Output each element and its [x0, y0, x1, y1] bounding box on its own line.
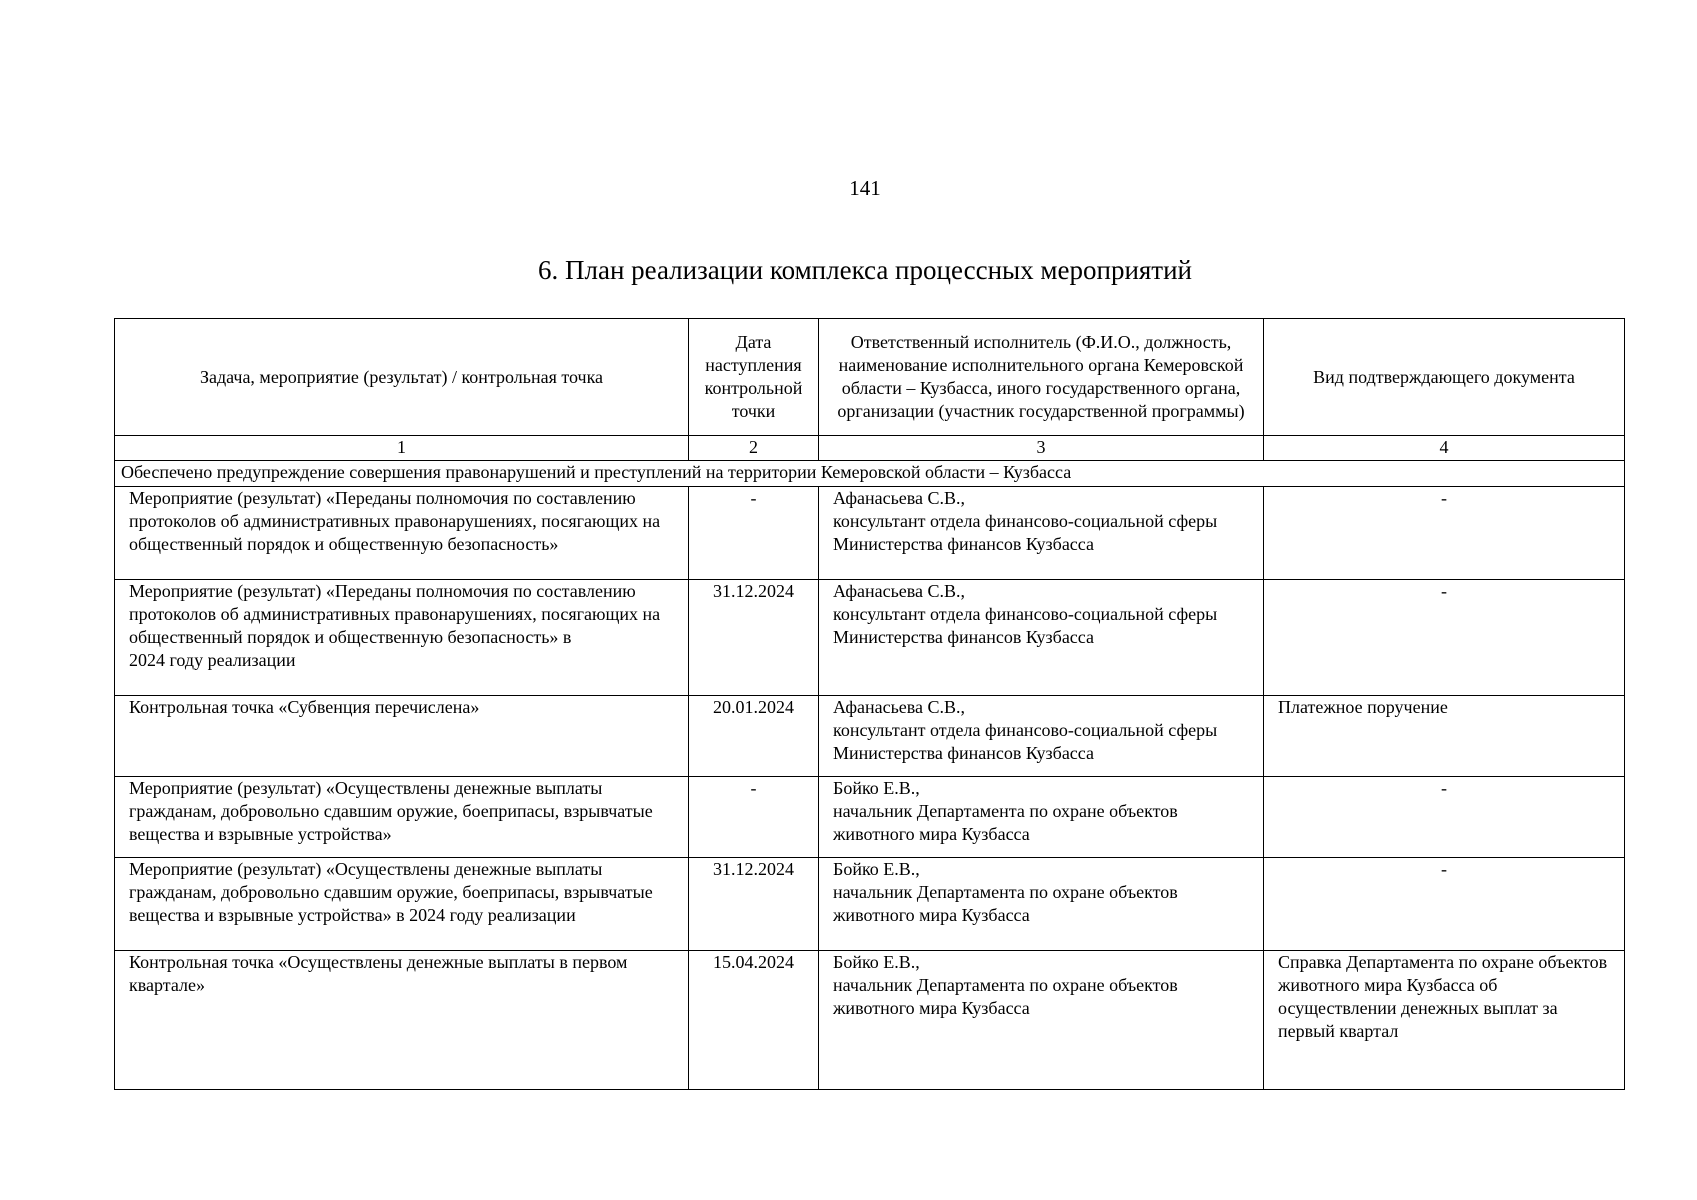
table-row [115, 858, 1625, 951]
header-task: Задача, мероприятие (результат) / контрольная точка [115, 319, 689, 436]
task-cell: Мероприятие (результат) «Осуществлены денежные выплаты гражданам, добровольно сдавшим оружие, боеприпасы, взрывчатые вещества и взрывные устройства» [115, 777, 689, 858]
page-title: 6. План реализации комплекса процессных мероприятий [537, 255, 1193, 285]
document-cell: - [1264, 777, 1625, 858]
page-number: 141 [849, 176, 881, 200]
task-cell: Мероприятие (результат) «Осуществлены денежные выплаты гражданам, добровольно сдавшим оружие, боеприпасы, взрывчатые вещества и взрывные устройства» в 2024 году реализации [115, 858, 689, 951]
table-header-row [115, 319, 1625, 436]
plan-table [114, 318, 1625, 1090]
column-number: 1 [115, 436, 689, 461]
header-responsible: Ответственный исполнитель (Ф.И.О., должность, наименование исполнительного органа Кемеровской области – Кузбасса, иного государственного органа, организации (участник государственной программы) [819, 319, 1264, 436]
task-cell: Мероприятие (результат) «Переданы полномочия по составлению протоколов об административных правонарушениях, посягающих на общественный порядок и общественную безопасность» [115, 487, 689, 580]
document-cell: - [1264, 487, 1625, 580]
task-cell: Контрольная точка «Осуществлены денежные выплаты в первом квартале» [115, 951, 689, 1090]
task-cell: Контрольная точка «Субвенция перечислена» [115, 696, 689, 777]
header-document: Вид подтверждающего документа [1264, 319, 1625, 436]
date-cell: 31.12.2024 [689, 858, 819, 951]
responsible-cell: Афанасьева С.В., консультант отдела финансово-социальной сферы Министерства финансов Кузбасса [819, 580, 1264, 696]
section-title: Обеспечено предупреждение совершения правонарушений и преступлений на территории Кемеровской области – Кузбасса [115, 461, 1625, 487]
document-cell: - [1264, 858, 1625, 951]
responsible-cell: Бойко Е.В., начальник Департамента по охране объектов животного мира Кузбасса [819, 777, 1264, 858]
table-row [115, 487, 1625, 580]
responsible-cell: Афанасьева С.В., консультант отдела финансово-социальной сферы Министерства финансов Кузбасса [819, 487, 1264, 580]
task-cell: Мероприятие (результат) «Переданы полномочия по составлению протоколов об административных правонарушениях, посягающих на общественный порядок и общественную безопасность» в 2024 году реализации [115, 580, 689, 696]
responsible-cell: Бойко Е.В., начальник Департамента по охране объектов животного мира Кузбасса [819, 858, 1264, 951]
date-cell: 15.04.2024 [689, 951, 819, 1090]
table-row [115, 696, 1625, 777]
responsible-cell: Бойко Е.В., начальник Департамента по охране объектов животного мира Кузбасса [819, 951, 1264, 1090]
header-date: Дата наступления контрольной точки [689, 319, 819, 436]
responsible-cell: Афанасьева С.В., консультант отдела финансово-социальной сферы Министерства финансов Кузбасса [819, 696, 1264, 777]
document-cell: Справка Департамента по охране объектов животного мира Кузбасса об осуществлении денежных выплат за первый квартал [1264, 951, 1625, 1090]
table-row [115, 951, 1625, 1090]
date-cell: 31.12.2024 [689, 580, 819, 696]
date-cell: 20.01.2024 [689, 696, 819, 777]
section-row [115, 461, 1625, 487]
table-row [115, 777, 1625, 858]
date-cell: - [689, 777, 819, 858]
document-cell: Платежное поручение [1264, 696, 1625, 777]
column-number: 2 [689, 436, 819, 461]
document-cell: - [1264, 580, 1625, 696]
date-cell: - [689, 487, 819, 580]
table-row [115, 580, 1625, 696]
column-number: 4 [1264, 436, 1625, 461]
column-number: 3 [819, 436, 1264, 461]
column-number-row [115, 436, 1625, 461]
